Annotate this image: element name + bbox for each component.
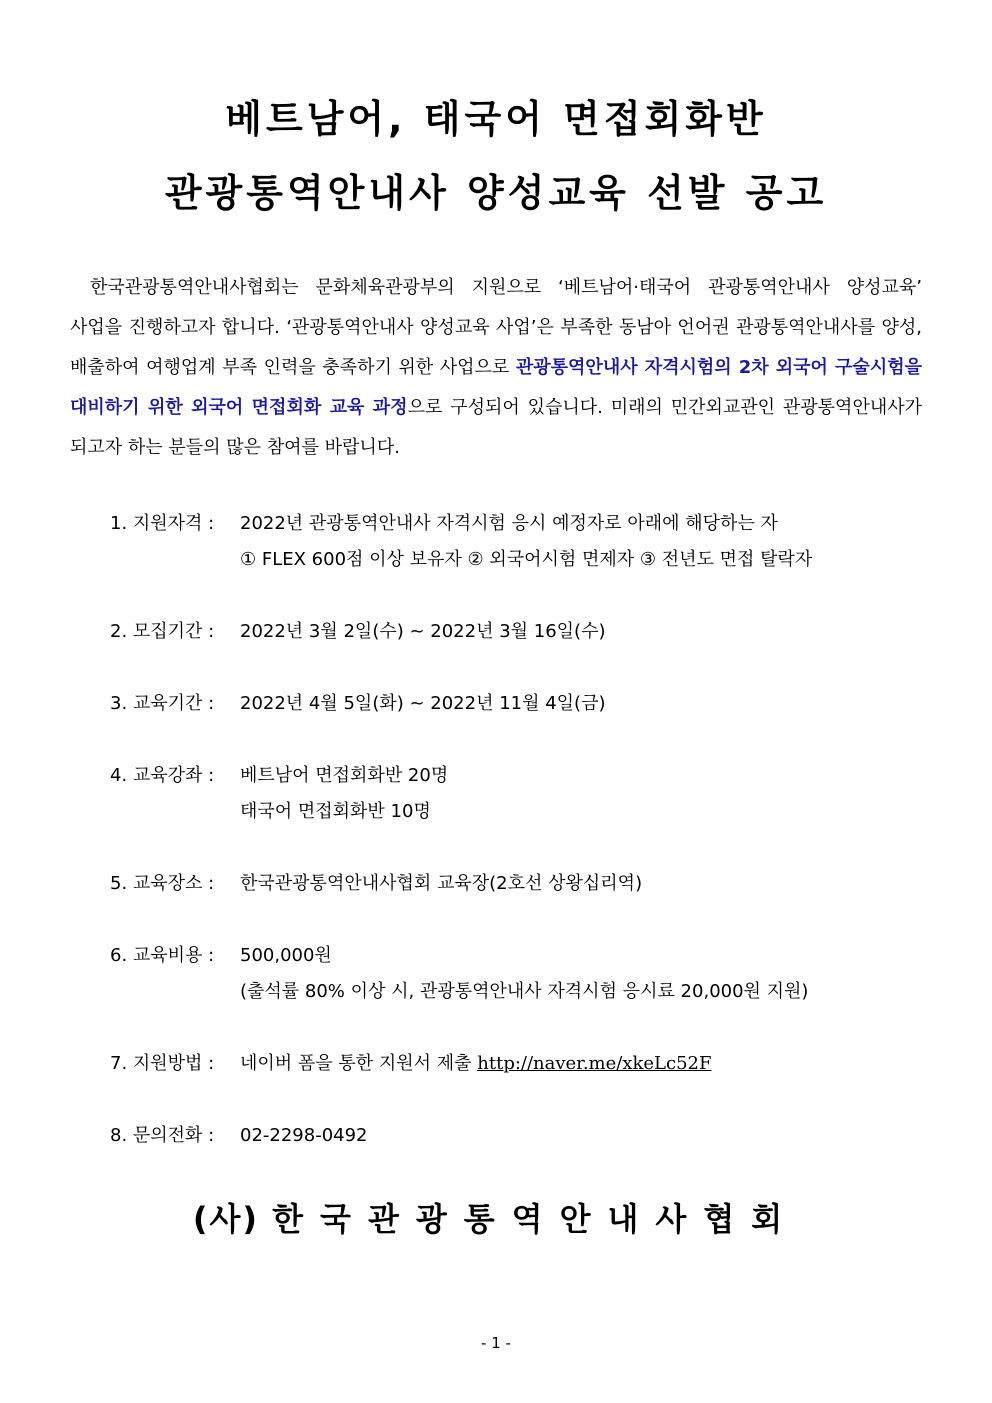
item-value: 2022년 4월 5일(화) ~ 2022년 11월 4일(금) (240, 693, 606, 714)
item-cost (110, 938, 808, 1010)
item-value: 2022년 3월 2일(수) ~ 2022년 3월 16일(수) (240, 621, 606, 642)
item-courses (110, 758, 448, 830)
item-sub: (출석률 80% 이상 시, 관광통역안내사 자격시험 응시료 20,000원 지원) (240, 981, 809, 1002)
item-education-period (110, 686, 605, 722)
page-number: - 1 - (481, 1334, 511, 1352)
item-value: 네이버 폼을 통한 지원서 제출 (240, 1053, 478, 1074)
item-label: 8. 문의전화 : (110, 1125, 215, 1146)
item-sub: 태국어 면접회화반 10명 (240, 801, 431, 822)
intro-highlight: 관광통역안내사 자격시험의 2차 외국어 구술시험을 대비하기 위한 외국어 면접회화 교육 과정 (70, 357, 922, 418)
item-value: 한국관광통역안내사협회 교육장(2호선 상왕십리역) (240, 873, 643, 894)
intro-paragraph (70, 268, 922, 468)
item-label: 1. 지원자격 : (110, 513, 215, 534)
title-line-1: 베트남어, 태국어 면접회화반 (225, 97, 767, 141)
intro-text-after: 으로 구성되어 있습니다. 미래의 민간외교관인 관광통역안내사가 되고자 하는 분들의 많은 참여를 바랍니다. (70, 397, 922, 458)
item-label: 5. 교육장소 : (110, 873, 215, 894)
item-sub: ① FLEX 600점 이상 보유자 ② 외국어시험 면제자 ③ 전년도 면접 탈락자 (240, 549, 813, 570)
item-label: 3. 교육기간 : (110, 693, 215, 714)
item-label: 7. 지원방법 : (110, 1053, 215, 1074)
item-value: 500,000원 (240, 945, 332, 966)
item-label: 6. 교육비용 : (110, 945, 215, 966)
item-label: 4. 교육강좌 : (110, 765, 215, 786)
organization-name (0, 1194, 992, 1240)
item-label: 2. 모집기간 : (110, 621, 215, 642)
title-line-2: 관광통역안내사 양성교육 선발 공고 (164, 171, 828, 215)
item-eligibility (110, 506, 812, 578)
item-contact-phone (110, 1118, 368, 1154)
item-value: 2022년 관광통역안내사 자격시험 응시 예정자로 아래에 해당하는 자 (240, 513, 778, 534)
org-prefix: (사) (192, 1200, 273, 1238)
item-value: 베트남어 면접회화반 20명 (240, 765, 449, 786)
item-value: 02-2298-0492 (240, 1125, 368, 1146)
intro-text-before: 한국관광통역안내사협회는 문화체육관광부의 지원으로 ‘베트남어·태국어 관광통역안내사 양성교육’ 사업을 진행하고자 합니다. ‘관광통역안내사 양성교육 사업’은 부족한 동남아 언어권 관광통역안내사를 양성, 배출하여 여행업계 부족 인력을 충족하기 위한 사업으로 (70, 277, 922, 378)
item-recruit-period (110, 614, 605, 650)
item-location (110, 866, 642, 902)
apply-form-link[interactable]: http://naver.me/xkeLc52F (477, 1053, 712, 1074)
org-name: 한국관광통역안내사협회 (272, 1200, 800, 1238)
item-apply-method (110, 1046, 711, 1082)
